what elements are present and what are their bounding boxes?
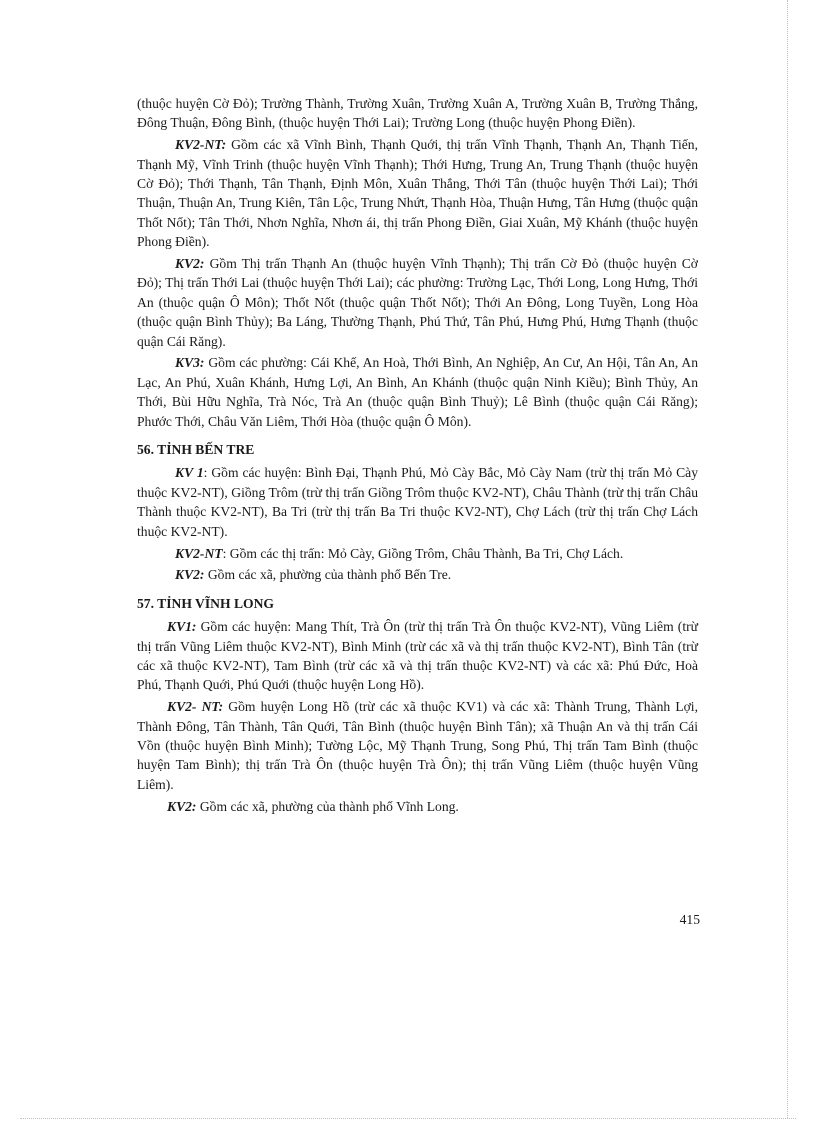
ben-tre-kv2nt-paragraph [137,544,698,563]
vinh-long-kv2nt-paragraph [137,697,698,794]
kv2-text: Gồm Thị trấn Thạnh An (thuộc huyện Vĩnh Thạnh); Thị trấn Cờ Đỏ (thuộc huyện Cờ Đỏ); Thị trấn Thới Lai (thuộc huyện Thới Lai); các phường: Trường Lạc, Thới Long, Long Hưng, Thới An (thuộc quận Ô Môn); Thốt Nốt (thuộc quận Thốt Nốt); Thới An Đông, Long Tuyền, Long Hòa (thuộc quận Bình Thủy); Ba Láng, Thường Thạnh, Phú Thứ, Tân Phú, Hưng Phú, Hưng Thạnh (thuộc quận Cái Răng). [137,256,698,349]
kv2nt-text: : Gồm các thị trấn: Mỏ Cày, Giồng Trôm, Châu Thành, Ba Tri, Chợ Lách. [222,545,624,561]
kv2nt-label: KV2-NT: [175,137,227,153]
page-number: 415 [679,912,700,927]
kv2nt-text: Gồm các xã Vĩnh Bình, Thạnh Quới, thị trấn Vĩnh Thạnh, Thạnh An, Thạnh Tiến, Thạnh Mỹ, Vĩnh Trinh (thuộc huyện Vĩnh Thạnh); Thới Hưng, Trung An, Trung Thạnh (thuộc huyện Cờ Đỏ); Thới Thạnh, Tân Thạnh, Định Môn, Xuân Thắng, Thới Tân (thuộc huyện Thới Lai); Thới Thuận, Thuận An, Trung Kiên, Tân Lộc, Trung Nhứt, Thạnh Hòa, Thuận Hưng, Tân Hưng (thuộc quận Thốt Nốt); Tân Thới, Nhơn Nghĩa, Nhơn ái, thị trấn Phong Điền, Giai Xuân, Mỹ Khánh (thuộc huyện Phong Điền). [137,137,698,250]
section-heading-vinh-long: 57. TỈNH VĨNH LONG [137,595,274,611]
kv1-text: : Gồm các huyện: Bình Đại, Thạnh Phú, Mỏ Cày Bắc, Mỏ Cày Nam (trừ thị trấn Mỏ Cày thuộc KV2-NT), Giồng Trôm (trừ thị trấn Giồng Trôm thuộc KV2-NT), Châu Thành (trừ thị trấn Châu Thành thuộc KV2-NT), Ba Tri (trừ thị trấn Ba Tri thuộc KV2-NT), Chợ Lách (trừ thị trấn Chợ Lách thuộc KV2-NT). [137,465,698,539]
kv3-label: KV3: [175,355,205,371]
kv2-text: Gồm các xã, phường của thành phố Vĩnh Long. [196,798,459,814]
kv1-text: Gồm các huyện: Mang Thít, Trà Ôn (trừ thị trấn Trà Ôn thuộc KV2-NT), Vũng Liêm (trừ thị trấn Vũng Liêm thuộc KV2-NT), Bình Minh (trừ các xã và thị trấn thuộc KV2-NT), Bình Tân (trừ các xã thuộc KV2-NT), Tam Bình (trừ các xã và thị trấn thuộc KV2-NT) và các xã: Phú Đức, Hoà Phú, Thạnh Quới, Phú Quới (thuộc huyện Long Hồ). [137,619,698,693]
kv1-label: KV1: [167,619,197,635]
vinh-long-kv1-paragraph [137,617,698,695]
kv2nt-text: Gồm huyện Long Hồ (trừ các xã thuộc KV1) và các xã: Thành Trung, Thành Lợi, Thành Đông, Tân Thành, Tân Quới, Tân Bình (thuộc huyện Bình Tân); xã Thuận An và thị trấn Cái Vồn (thuộc huyện Bình Minh); Tường Lộc, Mỹ Thạnh Trung, Song Phú, Thị trấn Tam Bình (thuộc huyện Tam Bình); thị trấn Trà Ôn (thuộc huyện Trà Ôn); thị trấn Vũng Liêm (thuộc huyện Vũng Liêm). [137,699,698,792]
kv2-label: KV2: [167,798,197,814]
kv2nt-label: KV2-NT [175,545,223,561]
kv2nt-label: KV2- NT: [167,699,224,715]
kv2-label: KV2: [175,567,205,583]
page-edge-bottom-divider [20,1118,796,1119]
ben-tre-kv2-paragraph [137,565,698,584]
section-heading-ben-tre: 56. TỈNH BẾN TRE [137,442,255,458]
ben-tre-kv1-paragraph [137,463,698,541]
kv2-label: KV2: [175,256,205,272]
kv3-text: Gồm các phường: Cái Khế, An Hoà, Thới Bình, An Nghiệp, An Cư, An Hội, Tân An, An Lạc, An Phú, Xuân Khánh, Hưng Lợi, An Bình, An Khánh (thuộc quận Ninh Kiều); Bình Thủy, An Thới, Bùi Hữu Nghĩa, Trà Nóc, Trà An (thuộc quận Bình Thuỷ); Lê Bình (thuộc quận Cái Răng); Phước Thới, Châu Văn Liêm, Thới Hòa (thuộc quận Ô Môn). [137,355,698,429]
can-tho-kv2-paragraph [137,254,698,351]
kv2-text: Gồm các xã, phường của thành phố Bến Tre. [204,567,452,583]
kv1-label: KV 1 [175,465,204,481]
vinh-long-kv2-paragraph [137,797,698,816]
page-content [137,94,698,818]
intro-continuation-paragraph: (thuộc huyện Cờ Đỏ); Trường Thành, Trường Xuân, Trường Xuân A, Trường Xuân B, Trường Thắng, Đông Thuận, Đông Bình, (thuộc huyện Thới Lai); Trường Long (thuộc huyện Phong Điền). [137,96,698,131]
page-edge-right-divider [787,0,788,1118]
can-tho-kv2nt-paragraph [137,135,698,251]
can-tho-kv3-paragraph [137,353,698,431]
